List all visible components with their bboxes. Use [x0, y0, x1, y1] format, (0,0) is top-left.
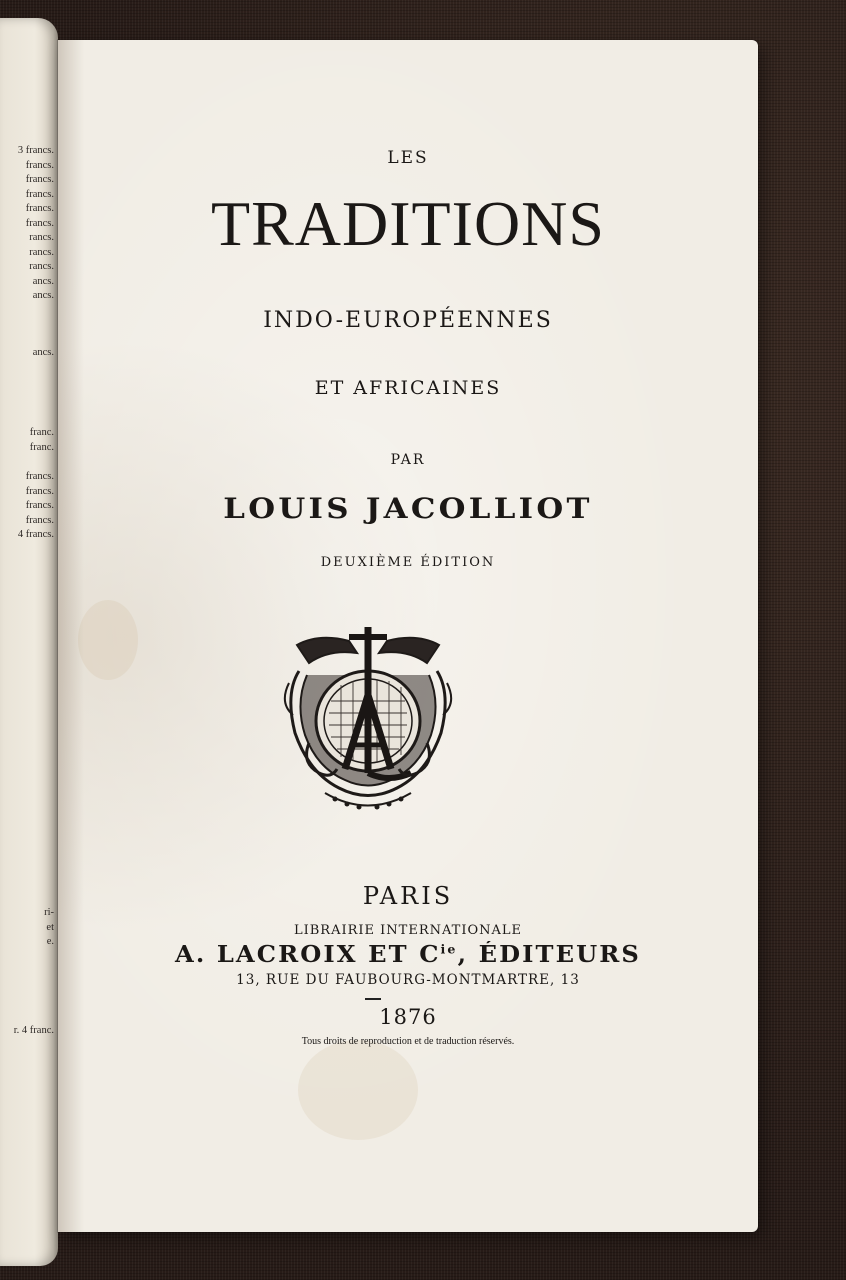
price-line: rancs. — [29, 232, 54, 243]
price-line: ancs. — [32, 347, 54, 358]
price-line: rancs. — [29, 246, 54, 258]
publisher-monogram-icon — [279, 623, 457, 815]
publisher-name-superscript: ie — [440, 942, 458, 957]
price-line: francs. — [25, 203, 54, 214]
text-fragment: ri- — [44, 907, 54, 918]
price-line: francs. — [25, 485, 54, 497]
price-list-mid — [0, 346, 54, 361]
left-page — [0, 18, 58, 1266]
price-line: francs. — [25, 500, 54, 511]
publisher-name — [41, 941, 776, 968]
publisher-name-text: A. LACROIX ET C — [174, 941, 441, 968]
price-line: r. 4 franc. — [13, 1025, 54, 1036]
price-line: francs. — [25, 159, 54, 171]
rights-notice: Tous droits de reproduction et de traduction réservés. — [301, 1036, 515, 1047]
divider-rule — [365, 998, 381, 1000]
article-les: LES — [387, 148, 429, 168]
book-title: TRADITIONS — [211, 188, 605, 259]
foxing-spot — [298, 1040, 418, 1140]
price-line: francs. — [25, 217, 54, 229]
margin-last — [0, 1024, 54, 1039]
price-line: francs. — [25, 514, 54, 526]
text-fragment: et — [46, 921, 54, 933]
price-line: francs. — [25, 174, 54, 185]
price-line: rancs. — [29, 261, 54, 272]
publisher-name-suffix: , ÉDITEURS — [457, 941, 641, 968]
author-name: LOUIS JACOLLIOT — [223, 492, 593, 525]
price-list-franc — [0, 426, 54, 455]
publisher-address: 13, RUE DU FAUBOURG-MONTMARTRE, 13 — [236, 972, 580, 988]
edition-label: DEUXIÈME ÉDITION — [320, 555, 496, 570]
price-list-top — [0, 144, 54, 304]
price-line: 4 francs. — [17, 529, 54, 540]
text-fragment: e. — [46, 936, 54, 947]
price-line: 3 francs. — [17, 145, 54, 156]
publisher-city: PARIS — [362, 882, 454, 910]
price-line: ancs. — [32, 290, 54, 301]
subtitle-line-1: INDO-EUROPÉENNES — [263, 308, 553, 333]
price-line: francs. — [25, 471, 54, 482]
price-line: ancs. — [32, 275, 54, 287]
price-line: francs. — [25, 188, 54, 200]
price-line: franc. — [29, 427, 54, 438]
bookshop-name: LIBRAIRIE INTERNATIONALE — [293, 923, 523, 938]
foxing-spot — [78, 600, 138, 680]
price-line: franc. — [29, 441, 54, 453]
title-page — [58, 40, 758, 1232]
by-line: PAR — [390, 452, 426, 468]
publication-year: 1876 — [379, 1005, 437, 1029]
subtitle-line-2: ET AFRICAINES — [314, 377, 502, 399]
